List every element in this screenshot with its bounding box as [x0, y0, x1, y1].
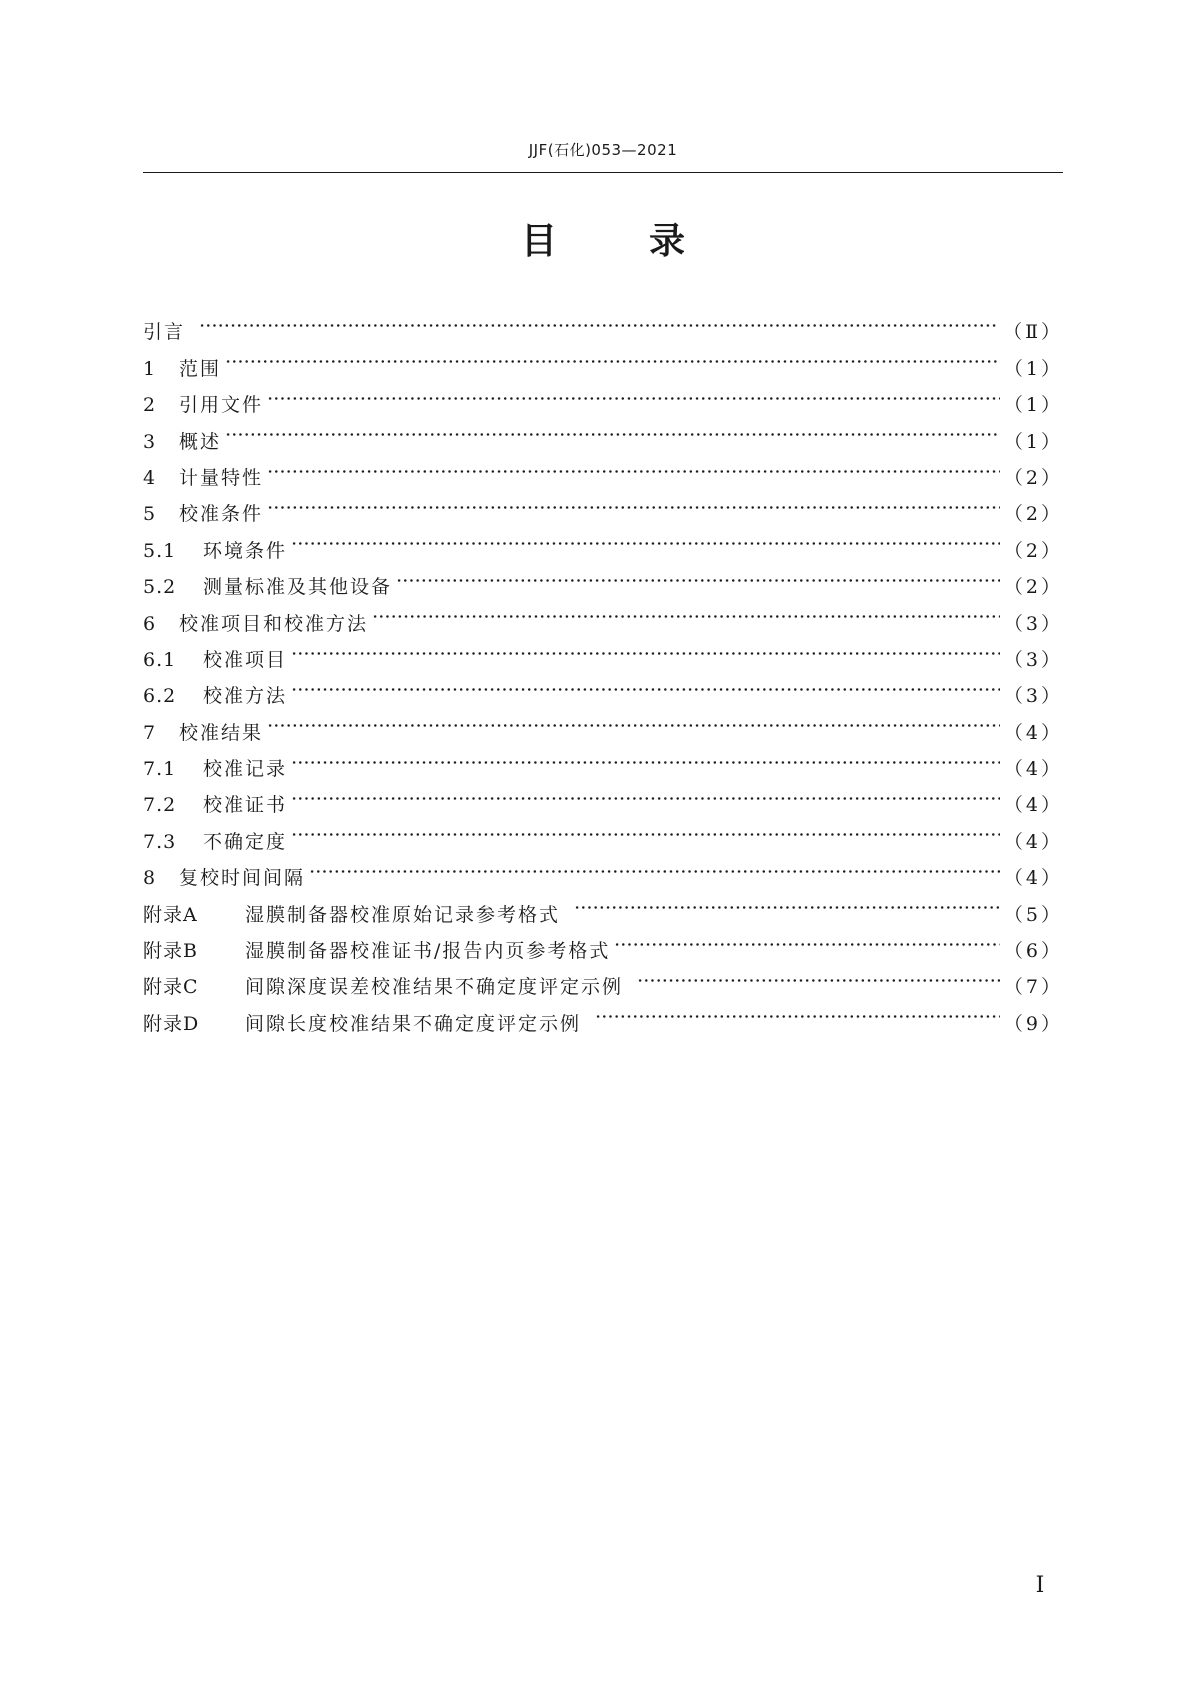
toc-entry-label: 范围	[179, 357, 222, 380]
dot-leader	[396, 557, 1000, 593]
dot-leader	[291, 811, 1000, 847]
toc-entry-label: 不确定度	[203, 830, 288, 853]
toc-entry-label: 校准条件	[179, 503, 264, 526]
toc-entry-number: 8	[143, 867, 157, 890]
toc-entry-page: （6）	[1003, 940, 1063, 963]
table-of-contents	[143, 302, 1063, 1035]
dot-leader	[309, 848, 1000, 884]
dot-leader	[291, 520, 1000, 556]
toc-entry-page: （2）	[1003, 466, 1063, 489]
toc-entry-page: （4）	[1003, 830, 1063, 853]
dot-leader	[267, 375, 1000, 411]
toc-entry-number: 6.1	[143, 648, 177, 671]
toc-entry-page: （9）	[1003, 1012, 1063, 1035]
dot-leader	[372, 593, 1000, 629]
toc-entry-label: 复校时间间隔	[179, 867, 306, 890]
toc-entry-label: 间隙长度校准结果不确定度评定示例	[245, 1012, 582, 1035]
dot-leader	[614, 921, 1000, 957]
toc-entry-label: 测量标准及其他设备	[203, 576, 393, 599]
toc-entry-3[interactable]	[143, 411, 1063, 453]
toc-entry-page: （4）	[1003, 867, 1063, 890]
toc-entry-number: 5.2	[143, 576, 177, 599]
toc-entry-page: （4）	[1003, 758, 1063, 781]
toc-entry-number: 3	[143, 430, 157, 453]
toc-entry-label: 湿膜制备器校准原始记录参考格式	[245, 903, 561, 926]
toc-title-char-1: 目	[520, 221, 557, 262]
toc-entry-page: （5）	[1003, 903, 1063, 926]
dot-leader	[637, 957, 1000, 993]
toc-entry-number: 7.1	[143, 758, 177, 781]
dot-leader	[199, 302, 999, 338]
toc-entry-number: 6	[143, 612, 157, 635]
dot-leader	[291, 739, 1000, 775]
toc-entry-label: 校准项目	[203, 648, 288, 671]
toc-title-char-2: 录	[649, 221, 686, 262]
toc-entry-number: 7.2	[143, 794, 177, 817]
toc-entry-number: 7.3	[143, 830, 177, 853]
toc-entry-number: 6.2	[143, 685, 177, 708]
toc-entry-number: 附录A	[143, 903, 198, 926]
dot-leader	[267, 702, 1000, 738]
page-number: Ⅰ	[1035, 1573, 1045, 1598]
toc-entry-label: 概述	[179, 430, 222, 453]
toc-entry-page: （Ⅱ）	[1003, 321, 1063, 344]
toc-entry-page: （2）	[1003, 503, 1063, 526]
dot-leader	[291, 666, 1000, 702]
dot-leader	[291, 630, 1000, 666]
dot-leader	[574, 884, 1000, 920]
toc-entry-page: （2）	[1003, 539, 1063, 562]
toc-entry-number: 附录D	[143, 1012, 200, 1035]
toc-entry-7[interactable]	[143, 702, 1063, 744]
toc-entry-label: 校准项目和校准方法	[179, 612, 369, 635]
header-rule	[143, 172, 1063, 173]
toc-entry-label: 校准结果	[179, 721, 264, 744]
toc-entry-page: （3）	[1003, 612, 1063, 635]
toc-entry-label: 间隙深度误差校准结果不确定度评定示例	[245, 976, 624, 999]
toc-entry-label: 校准证书	[203, 794, 288, 817]
toc-entry-number: 5	[143, 503, 157, 526]
dot-leader	[267, 484, 1000, 520]
toc-entry-label: 环境条件	[203, 539, 288, 562]
toc-entry-number: 附录C	[143, 976, 199, 999]
toc-entry-4[interactable]	[143, 448, 1063, 489]
toc-title	[143, 218, 1063, 266]
toc-entry-page: （1）	[1003, 430, 1063, 453]
toc-entry-number: 7	[143, 721, 157, 744]
toc-entry-number: 1	[143, 357, 157, 380]
dot-leader	[267, 448, 1000, 484]
toc-entry-1[interactable]	[143, 338, 1063, 380]
dot-leader	[225, 338, 1000, 374]
toc-entry-number: 2	[143, 394, 157, 417]
toc-entry-label: 湿膜制备器校准证书/报告内页参考格式	[245, 940, 611, 963]
toc-entry-page: （1）	[1003, 394, 1063, 417]
toc-entry-2[interactable]	[143, 375, 1063, 417]
toc-entry-label: 引用文件	[179, 394, 264, 417]
toc-entry-number: 4	[143, 466, 157, 489]
toc-entry-number: 5.1	[143, 539, 177, 562]
toc-entry-label: 校准方法	[203, 685, 288, 708]
toc-entry-page: （7）	[1003, 976, 1063, 999]
dot-leader	[291, 775, 1000, 811]
toc-entry-page: （2）	[1003, 576, 1063, 599]
toc-entry-7-1[interactable]	[143, 739, 1063, 781]
toc-entry-5[interactable]	[143, 484, 1063, 526]
toc-entry-number: 附录B	[143, 940, 198, 963]
toc-entry-foreword[interactable]	[143, 302, 1063, 344]
toc-entry-page: （4）	[1003, 721, 1063, 744]
toc-entry-label: 校准记录	[203, 758, 288, 781]
toc-entry-page: （4）	[1003, 794, 1063, 817]
toc-entry-5-1[interactable]	[143, 520, 1063, 562]
dot-leader	[595, 993, 1000, 1029]
toc-entry-page: （3）	[1003, 648, 1063, 671]
toc-entry-page: （3）	[1003, 685, 1063, 708]
dot-leader	[225, 411, 1000, 447]
document-code: JJF(石化)053—2021	[528, 141, 678, 159]
toc-entry-label: 计量特性	[179, 466, 264, 489]
toc-entry-page: （1）	[1003, 357, 1063, 380]
toc-entry-label: 引言	[143, 321, 186, 344]
